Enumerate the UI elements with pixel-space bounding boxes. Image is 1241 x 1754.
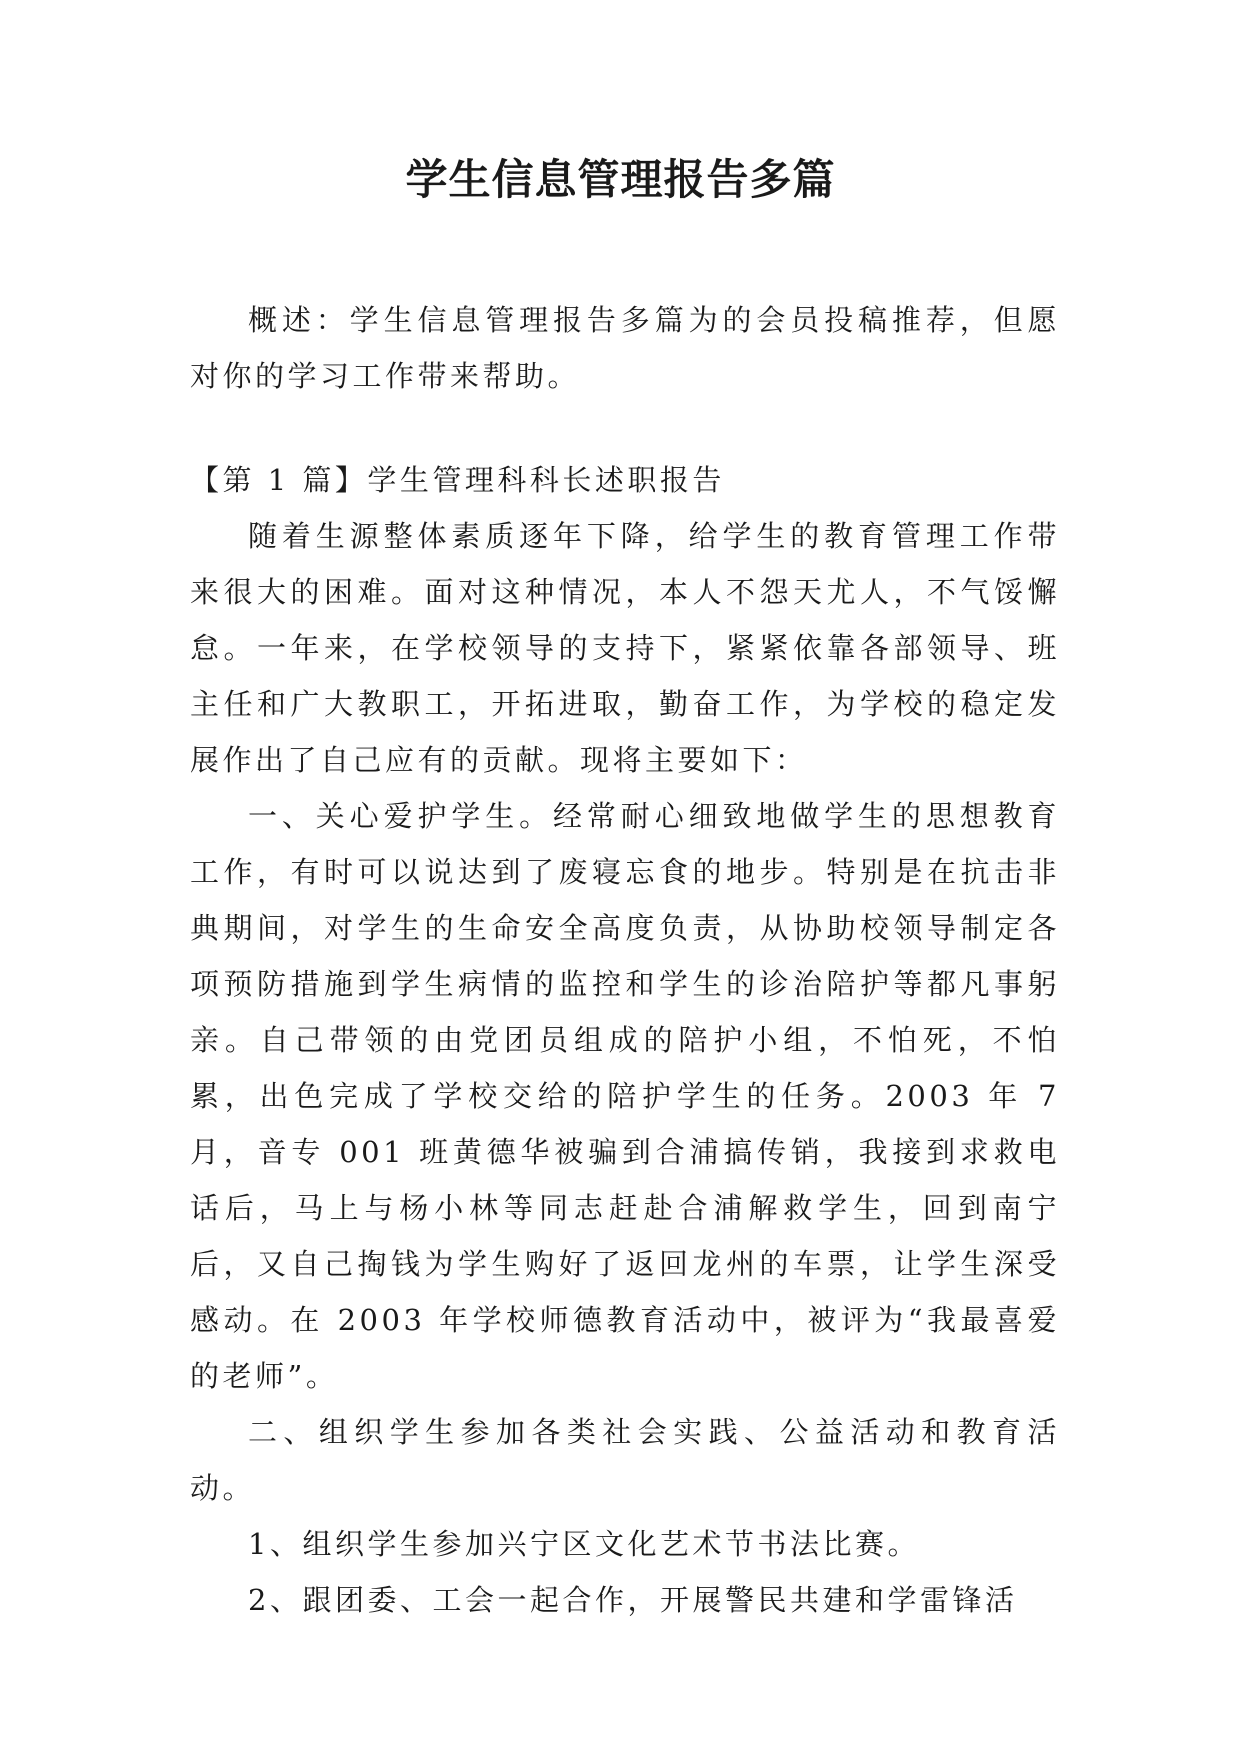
document-title: 学生信息管理报告多篇 — [405, 155, 836, 204]
list-item-calligraphy: 1、组织学生参加兴宁区文化艺术节书法比赛。 — [248, 1527, 920, 1561]
body-paragraph-intro: 随着生源整体素质逐年下降，给学生的教育管理工作带来很大的困难。面对这种情况，本人不怨天尤人，不气馁懈怠。一年来，在学校领导的支持下，紧紧依靠各部领导、班主任和广大教职工，开拓进取，勤奋工作，为学校的稳定发展作出了自己应有的贡献。现将主要如下： — [190, 519, 1060, 777]
body-paragraph-care-students: 一、关心爱护学生。经常耐心细致地做学生的思想教育工作，有时可以说达到了废寝忘食的地步。特别是在抗击非典期间，对学生的生命安全高度负责，从协助校领导制定各项预防措施到学生病情的监控和学生的诊治陪护等都凡事躬亲。自己带领的由党团员组成的陪护小组，不怕死，不怕累，出色完成了学校交给的陪护学生的任务。2003 年 7 月，音专 001 班黄德华被骗到合浦搞传销，我接到求救电话后，马上与杨小林等同志赶赴合浦解救学生，回到南宁后，又自己掏钱为学生购好了返回龙州的车票，让学生深受感动。在 2003 年学校师德教育活动中，被评为“我最喜爱的老师”。 — [190, 799, 1060, 1393]
paragraph-spacer — [190, 404, 1060, 452]
list-item-cooperation: 2、跟团委、工会一起合作，开展警民共建和学雷锋活 — [248, 1583, 1018, 1617]
section-heading: 【第 1 篇】学生管理科科长述职报告 — [190, 463, 725, 497]
summary-paragraph: 概述：学生信息管理报告多篇为的会员投稿推荐，但愿对你的学习工作带来帮助。 — [190, 303, 1060, 393]
body-paragraph-activities: 二、组织学生参加各类社会实践、公益活动和教育活动。 — [190, 1415, 1060, 1505]
document-body — [190, 292, 1060, 1628]
